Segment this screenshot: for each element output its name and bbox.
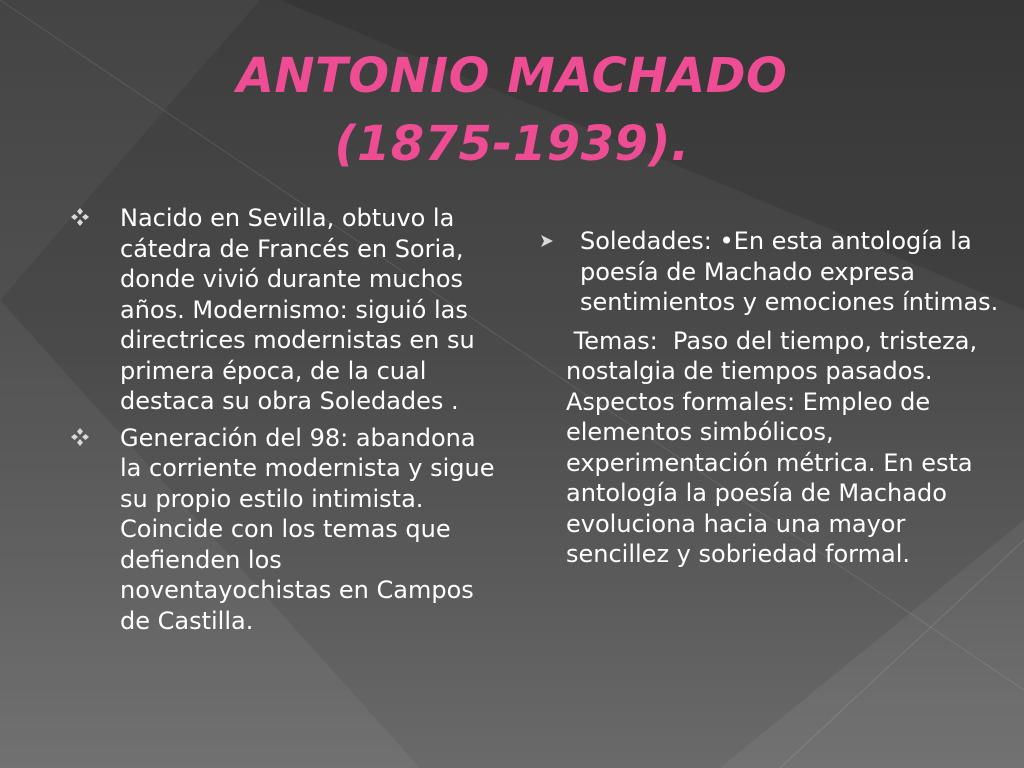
arrow-bullet-icon — [540, 234, 554, 248]
left-column — [70, 203, 495, 642]
diamond-bullet-icon — [70, 427, 90, 447]
right-column — [530, 226, 1000, 570]
title-line-dates: (1875-1939). — [334, 116, 690, 172]
list-item — [530, 226, 1000, 318]
list-item — [70, 423, 495, 637]
diamond-bullet-icon — [70, 207, 90, 227]
topics-paragraph: Temas: Paso del tiempo, tristeza, nostalgia de tiempos pasados. Aspectos formales: Empleo de elementos simbólicos, experimentación métrica. En esta antología la poesía de Machado evoluciona hacia una mayor sencillez y sobriedad formal. — [566, 326, 985, 568]
slide-title — [0, 42, 1024, 178]
list-item — [70, 203, 495, 417]
bullet-text: Generación del 98: abandona la corriente modernista y sigue su propio estilo intimista. Coincide con los temas que defienden los noventayochistas en Campos de Castilla. — [120, 423, 495, 635]
bullet-text: Soledades: •En esta antología la poesía de Machado expresa sentimientos y emociones íntimas. — [580, 227, 999, 316]
bullet-text: Nacido en Sevilla, obtuvo la cátedra de Francés en Soria, donde vivió durante muchos años. Modernismo: siguió las directrices modernistas en su primera época, de la cual destaca su obra Soledades . — [120, 204, 475, 415]
title-line-name: ANTONIO MACHADO — [236, 48, 788, 104]
